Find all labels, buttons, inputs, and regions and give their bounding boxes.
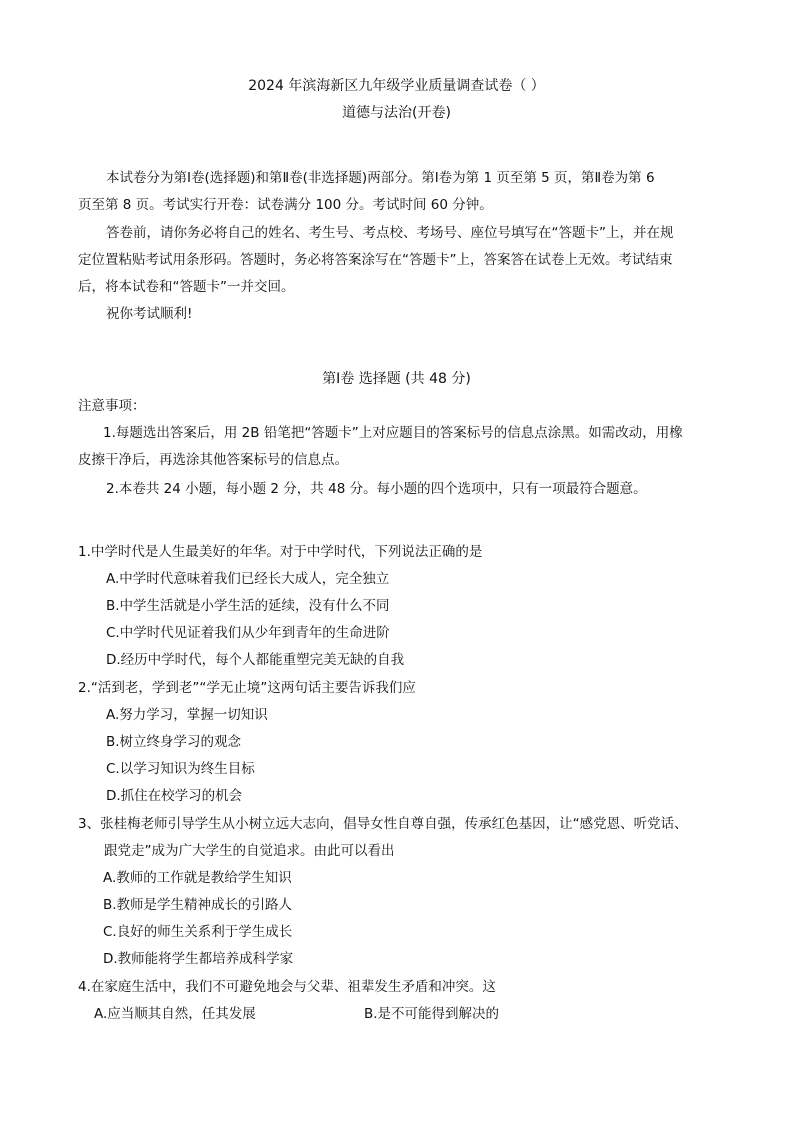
good-luck-text: 祝你考试顺利! [106,306,193,322]
intro-paragraph-1-line-2: 页至第 8 页。考试实行开卷：试卷满分 100 分。考试时间 60 分钟。 [78,197,493,213]
question-3-stem-line-1: 3、张桂梅老师引导学生从小树立远大志向，倡导女性自尊自强，传承红色基因，让“感党恩、听党话、 [78,816,688,832]
question-4-option-b: B.是不可能得到解决的 [364,1006,500,1022]
question-4-option-a: A.应当顺其自然，任其发展 [94,1006,256,1022]
note-1-line-1: 1.每题选出答案后，用 2B 铅笔把“答题卡”上对应题目的答案标号的信息点涂黑。如需改动，用橡 [103,425,683,441]
question-1-option-c: C.中学时代见证着我们从少年到青年的生命进阶 [106,625,390,641]
intro-paragraph-2-line-2: 定位置粘贴考试用条形码。答题时，务必将答案涂写在“答题卡”上，答案答在试卷上无效。考试结束 [78,252,673,268]
question-3-stem-line-2: 跟党走”成为广大学生的自觉追求。由此可以看出 [104,843,395,859]
note-1-line-2: 皮擦干净后，再选涂其他答案标号的信息点。 [78,452,348,468]
question-3-option-b: B.教师是学生精神成长的引路人 [103,897,293,913]
exam-title: 2024 年滨海新区九年级学业质量调查试卷（ ） [248,78,545,94]
question-2-option-d: D.抓住在校学习的机会 [106,788,243,804]
question-2-option-b: B.树立终身学习的观念 [106,734,242,750]
question-2-stem: 2.“活到老，学到老”“学无止境”这两句话主要告诉我们应 [78,680,416,696]
question-2-option-c: C.以学习知识为终生目标 [106,761,255,777]
question-4-stem: 4.在家庭生活中，我们不可避免地会与父辈、祖辈发生矛盾和冲突。这 [78,979,496,995]
question-2-option-a: A.努力学习，掌握一切知识 [106,707,268,723]
intro-paragraph-1-line-1: 本试卷分为第Ⅰ卷(选择题)和第Ⅱ卷(非选择题)两部分。第Ⅰ卷为第 1 页至第 5 页，第Ⅱ卷为第 6 [106,170,655,186]
question-1-option-d: D.经历中学时代，每个人都能重塑完美无缺的自我 [106,652,405,668]
note-2: 2.本卷共 24 小题，每小题 2 分，共 48 分。每小题的四个选项中，只有一项最符合题意。 [106,481,647,497]
question-3-option-c: C.良好的师生关系利于学生成长 [103,924,293,940]
notes-label: 注意事项： [78,398,146,414]
intro-paragraph-2-line-3: 后，将本试卷和“答题卡”一并交回。 [78,279,295,295]
exam-subtitle: 道德与法治(开卷) [342,105,451,121]
section-title: 第Ⅰ卷 选择题 (共 48 分) [322,371,471,387]
question-3-option-d: D.教师能将学生都培养成科学家 [103,951,294,967]
intro-paragraph-2-line-1: 答卷前，请你务必将自己的姓名、考生号、考点校、考场号、座位号填写在“答题卡”上，并在规 [106,225,674,241]
question-1-stem: 1.中学时代是人生最美好的年华。对于中学时代，下列说法正确的是 [78,544,483,560]
question-1-option-b: B.中学生活就是小学生活的延续，没有什么不同 [106,598,390,614]
question-1-option-a: A.中学时代意味着我们已经长大成人，完全独立 [106,571,390,587]
question-3-option-a: A.教师的工作就是教给学生知识 [103,870,292,886]
